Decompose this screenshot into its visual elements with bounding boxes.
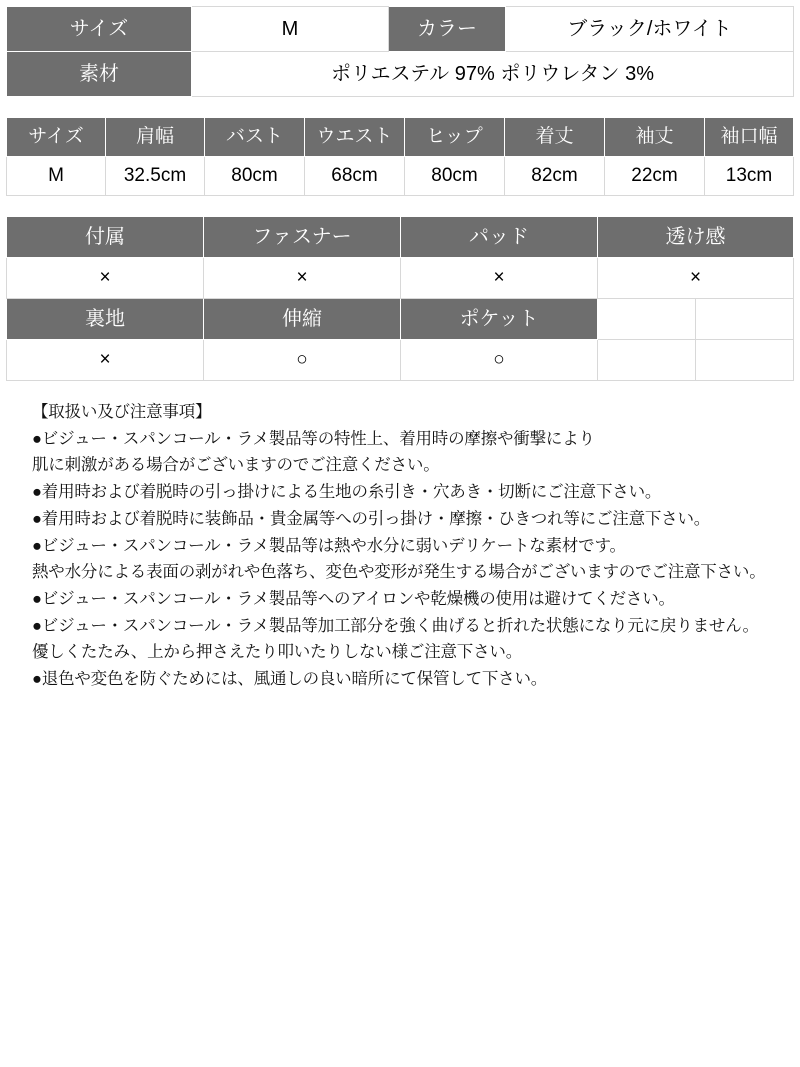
cell-zipper-value: × <box>204 258 401 299</box>
cell-waist: 68cm <box>305 157 405 196</box>
cell-shoulder: 32.5cm <box>106 157 205 196</box>
col-header-lining: 裏地 <box>7 299 204 340</box>
cell-sheerness-value: × <box>598 258 794 299</box>
spacer <box>6 97 794 117</box>
col-header-accessory: 付属 <box>7 217 204 258</box>
notes-line: ●ビジュー・スパンコール・ラメ製品等へのアイロンや乾燥機の使用は避けてください。 <box>32 590 675 609</box>
col-header-pad: パッド <box>401 217 598 258</box>
col-header-stretch: 伸縮 <box>204 299 401 340</box>
notes-line: 肌に刺激がある場合がございますのでご注意ください。 <box>32 456 440 475</box>
cell-cuff-width: 13cm <box>705 157 794 196</box>
cell-hip: 80cm <box>405 157 505 196</box>
cell-pad-value: × <box>401 258 598 299</box>
notes-line: ●退色や変色を防ぐためには、風通しの良い暗所にて保管して下さい。 <box>32 670 548 689</box>
cell-accessory-value: × <box>7 258 204 299</box>
cell-material-header: 素材 <box>7 52 192 97</box>
notes-title: 【取扱い及び注意事項】 <box>32 403 212 421</box>
notes-line: 熱や水分による表面の剥がれや色落ち、変色や変形が発生する場合がございますのでご注意下さい。 <box>32 563 766 582</box>
cell-lining-value: × <box>7 340 204 381</box>
notes-line: ●着用時および着脱時に装飾品・貴金属等への引っ掛け・摩擦・ひきつれ等にご注意下さい。 <box>32 509 711 528</box>
cell-length: 82cm <box>505 157 605 196</box>
cell-bust: 80cm <box>205 157 305 196</box>
table-row <box>7 7 794 52</box>
cell-material-value: ポリエステル 97% ポリウレタン 3% <box>192 52 794 97</box>
cell-empty <box>696 340 794 381</box>
cell-sleeve-length: 22cm <box>605 157 705 196</box>
table-row <box>7 157 794 196</box>
cell-color-value: ブラック/ホワイト <box>506 7 794 52</box>
notes-line: ●着用時および着脱時の引っ掛けによる生地の糸引き・穴あき・切断にご注意下さい。 <box>32 483 662 502</box>
cell-size-value: M <box>192 7 389 52</box>
cell-size: M <box>7 157 106 196</box>
cell-empty <box>598 340 696 381</box>
col-header-shoulder: 肩幅 <box>106 118 205 157</box>
cell-empty <box>598 299 696 340</box>
col-header-bust: バスト <box>205 118 305 157</box>
notes-line: ●ビジュー・スパンコール・ラメ製品等は熱や水分に弱いデリケートな素材です。 <box>32 536 626 555</box>
cell-stretch-value: ○ <box>204 340 401 381</box>
notes-line: ●ビジュー・スパンコール・ラメ製品等の特性上、着用時の摩擦や衝撃により <box>32 429 595 448</box>
col-header-pocket: ポケット <box>401 299 598 340</box>
col-header-waist: ウエスト <box>305 118 405 157</box>
basic-info-table <box>6 6 794 97</box>
col-header-length: 着丈 <box>505 118 605 157</box>
col-header-sheerness: 透け感 <box>598 217 794 258</box>
table-row <box>7 340 794 381</box>
care-notes <box>6 399 794 693</box>
cell-color-header: カラー <box>389 7 506 52</box>
cell-size-header: サイズ <box>7 7 192 52</box>
col-header-hip: ヒップ <box>405 118 505 157</box>
notes-line: 優しくたたみ、上から押さえたり叩いたりしない様ご注意下さい。 <box>32 643 522 662</box>
cell-empty <box>696 299 794 340</box>
col-header-zipper: ファスナー <box>204 217 401 258</box>
table-row <box>7 258 794 299</box>
size-chart-table <box>6 117 794 196</box>
notes-line: ●ビジュー・スパンコール・ラメ製品等加工部分を強く曲げると折れた状態になり元に戻りません。 <box>32 616 759 635</box>
table-row <box>7 118 794 157</box>
features-table <box>6 216 794 381</box>
spacer <box>6 196 794 216</box>
cell-pocket-value: ○ <box>401 340 598 381</box>
col-header-cuff-width: 袖口幅 <box>705 118 794 157</box>
col-header-sleeve-length: 袖丈 <box>605 118 705 157</box>
col-header-size: サイズ <box>7 118 106 157</box>
table-row <box>7 299 794 340</box>
table-row <box>7 217 794 258</box>
table-row <box>7 52 794 97</box>
